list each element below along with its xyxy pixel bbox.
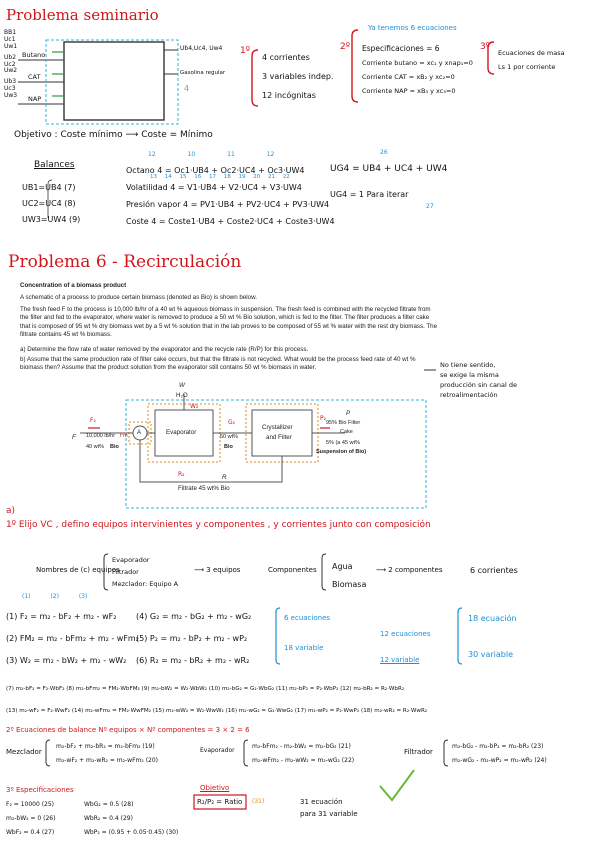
- equation: m₂-wF₂ + m₂-wR₂ = m₂-wFm₂ (20): [56, 757, 159, 764]
- b12e: 12 ecuaciones: [380, 630, 431, 638]
- balances-nums: [148, 152, 274, 159]
- spec-item: WbF₂ = 0.4 (27): [6, 829, 55, 836]
- row7: (7) m₂-bF₂ = F₂·WbF₂ (8) m₂-bFm₂ = FM₂·WbFM₂ (9) m₂-bW₂ = W₂·WbW₂ (10) m₂-bG₂ = G₂·WbG₂ (11) m₂-bP₂ = P₂·WbP₂ (12) m₂-bR₂ = R₂·WbR₂: [6, 686, 405, 692]
- spec-item: WbR₂ = 0.4 (29): [84, 815, 133, 822]
- equation: m₂-wG₂ - m₂-wP₂ = m₂-wR₂ (24): [452, 757, 547, 764]
- g2-item: Corriente CAT = xB₂ y xc₂=0: [362, 73, 455, 81]
- stream-label: Uw3: [4, 92, 18, 100]
- diag-cr2: and Filter: [266, 434, 292, 441]
- eqs-left: [6, 606, 139, 672]
- diag-R: R: [222, 474, 227, 481]
- spec-item: m₂-bW₂ = 0 (26): [6, 815, 56, 822]
- problem-heading: Concentration of a biomass product: [20, 282, 127, 289]
- g2-num: 2º: [340, 42, 350, 52]
- balance-item: UW3=UW4 (9): [22, 215, 81, 224]
- mezclador-eqs: [56, 740, 158, 768]
- balance-row: Octano 4 = Oc1·UB4 + Oc2·UC4 + Oc3·UW4: [126, 166, 305, 175]
- equipo-item: Mezclador: Equipo A: [112, 580, 179, 588]
- stream-label: Uw1: [4, 42, 18, 50]
- b30: 30 variable: [468, 650, 513, 659]
- evaporador-label: Evaporador: [200, 747, 235, 754]
- diag-h2o: H₂O: [176, 392, 188, 399]
- g2-item: Corriente NAP = xB₃ y xc₃=0: [362, 87, 456, 95]
- diag-G: G₂: [228, 419, 236, 426]
- equation: (1) F₂ = m₂ - bF₂ + m₂ - wF₂: [6, 612, 117, 621]
- b6: 6 ecuaciones: [284, 614, 331, 622]
- stream-label: BB1: [4, 29, 17, 36]
- step1: 1º Elijo VC , defino equipos intervinientes y componentes , y corrientes junto con composición: [6, 520, 431, 530]
- equation: (4) G₂ = m₂ - bG₂ + m₂ - wG₂: [136, 612, 252, 621]
- componentes-result: ⟶ 2 componentes: [376, 566, 443, 574]
- section2-title: Problema 6 - Recirculación: [8, 252, 242, 272]
- g3-num: 3º: [480, 42, 490, 52]
- diag-g1: 50 wt%: [220, 434, 239, 440]
- row13: (13) m₂-wF₂ = F₂·WwF₂ (14) m₂-wFm₂ = FM₂·WwFM₂ (15) m₂-wW₂ = W₂·WwW₂ (16) m₂-wG₂ = G₂·WwG₂ (17) m₂-wP₂ = P₂·WwP₂ (18) m₂-wR₂ = R₂·WwR₂: [6, 708, 428, 714]
- g1-num: 1º: [240, 46, 250, 56]
- eq-number: 11: [227, 151, 235, 158]
- g2-item: Especificaciones = 6: [362, 44, 440, 53]
- note-line: retroalimentación: [440, 391, 498, 399]
- stream-label: Ub2: [4, 53, 17, 61]
- vc-boundary: [46, 40, 178, 124]
- equipo-item: Evaporador: [112, 556, 150, 564]
- input-nap: NAP: [28, 95, 42, 103]
- stream-label: Uw2: [4, 67, 18, 75]
- equipos-label: Nombres de (c) equipos: [36, 566, 120, 574]
- balance-item: UB1=UB4 (7): [22, 183, 76, 192]
- objetivo: Objetivo : Coste mínimo ⟶ Coste = Mínimo: [14, 130, 213, 140]
- diag-g2: Bio: [224, 444, 233, 450]
- componente-item: Biomasa: [332, 580, 367, 589]
- note-line: No tiene sentido,: [440, 361, 496, 369]
- balance-row: Presión vapor 4 = PV1·UB4 + PV2·UC4 + PV3·UW4: [126, 200, 330, 209]
- g3-item: Ls 1 por corriente: [498, 63, 556, 71]
- diag-pc1: 95% Bio Filter: [326, 420, 361, 426]
- output-top: Ub4,Uc4, Uw4: [180, 45, 223, 52]
- spec-mid: [84, 798, 178, 840]
- b18: 18 variable: [284, 644, 324, 652]
- diag-R2: R₂: [178, 471, 185, 478]
- equation: m₂-bF₂ + m₂-bR₂ = m₂-bFm₂ (19): [56, 743, 155, 750]
- spec-left: [6, 798, 55, 840]
- equipos-list: [112, 554, 178, 590]
- g1-item: 3 variables indep.: [262, 72, 334, 81]
- diag-feed3: Bio: [110, 444, 119, 450]
- diag-P2: P₂: [320, 415, 327, 422]
- diag-filtrate: Filtrate 45 wt% Bio: [178, 485, 230, 492]
- stream-label: Uc3: [4, 85, 16, 93]
- diag-F2: F₂: [90, 417, 96, 424]
- problem-pb: b) Assume that the same production rate of filter cake occurs, but that the filtrate is not recycled. What would be the process feed rate of 40 wt % biomass then? Assume that the product solution from the evaporator still contains 50 wt % biomass in water.: [20, 356, 416, 372]
- final-count: [300, 796, 358, 820]
- eq-headnums: (1) (2) (3): [22, 593, 88, 600]
- equation: (6) R₂ = m₂ - bR₂ + m₂ - wR₂: [136, 656, 250, 665]
- eq-number: 12: [148, 151, 156, 158]
- final-line: 31 ecuación: [300, 798, 343, 806]
- ug4-iter: UG4 = 1 Para iterar: [330, 190, 409, 199]
- g2-item: Corriente butano = xc₁ y xnap₁=0: [362, 59, 473, 67]
- diag-pc3: 5% (a 45 wt%: [326, 440, 360, 446]
- objetivo-num: (31): [252, 798, 265, 805]
- diag-feed1: 10,000 lb/hr: [86, 433, 116, 439]
- note-line: producción sin canal de: [440, 381, 518, 389]
- b12v: 12 variable: [380, 656, 420, 664]
- right-num-27: 27: [426, 203, 434, 210]
- eq-number: 12: [266, 151, 275, 158]
- spec-item: F₂ = 10000 (25): [6, 801, 55, 808]
- stream-label: Uc1: [4, 35, 16, 43]
- g3-list: [498, 46, 565, 74]
- right-num-26: 26: [380, 149, 388, 156]
- stream-label: Ub3: [4, 78, 17, 86]
- input-cat: CAT: [28, 73, 41, 81]
- diag-evaporator: Evaporator: [166, 429, 197, 436]
- stream-label: Uc2: [4, 60, 16, 68]
- componentes-list: [332, 558, 366, 594]
- balances-left: [22, 180, 80, 228]
- g1-list: [262, 48, 334, 105]
- section1-title: Problema seminario: [6, 6, 159, 24]
- objetivo-label: Objetivo: [200, 784, 230, 792]
- step2: 2º Ecuaciones de balance Nº equipos × Nº componentes = 3 × 2 = 6: [6, 726, 250, 734]
- balances-rows: [126, 162, 335, 230]
- objetivo-ratio: R₂/P₂ = Ratio: [197, 798, 243, 806]
- diag-Fm: Fm: [120, 433, 128, 439]
- diag-cr1: Crystallizer: [262, 424, 293, 431]
- diag-feed2: 40 wt%: [86, 444, 105, 450]
- equipo-item: Filtrador: [112, 568, 139, 576]
- equation: m₂-bG₂ - m₂-bP₂ = m₂-bR₂ (23): [452, 743, 544, 750]
- input-butano: Butano: [22, 51, 46, 59]
- g1-item: 12 incógnitas: [262, 91, 316, 100]
- b18e: 18 ecuación: [468, 614, 517, 623]
- problem-p2: The fresh feed F to the process is 10,000 lb/hr of a 40 wt % aqueous biomass in suspension. The fresh feed is combined with the recycled filtrate from the filter and fed to the evaporator, where water is removed to produce a 50 wt % Bio solution, which is fed to the filter. The filter produces a filter cake that is composed of 95 wt % dry biomass wet by a 5 wt % solution that in the lab proves to be composed of 55 wt % water with the rest dry biomass. The filtrate contains 45 wt % biomass.: [20, 306, 438, 339]
- g2-list: [362, 42, 473, 98]
- diag-P: P: [346, 410, 351, 417]
- equation: m₂-wFm₂ - m₂-wW₂ = m₂-wG₂ (22): [252, 757, 355, 764]
- componentes-label: Componentes: [268, 566, 317, 574]
- balance-row: Volatilidad 4 = V1·UB4 + V2·UC4 + V3·UW4: [126, 183, 302, 192]
- equation: (3) W₂ = m₂ - bW₂ + m₂ - wW₂: [6, 656, 127, 665]
- final-line: para 31 variable: [300, 810, 358, 818]
- spec-item: WbP₂ = (0.95 + 0.05·0.45) (30): [84, 829, 179, 836]
- balance-item: UC2=UC4 (8): [22, 199, 76, 208]
- spec-item: WbG₂ = 0.5 (28): [84, 801, 134, 808]
- problem-p1: A schematic of a process to produce certain biomass (denoted as Bio) is shown below.: [20, 294, 257, 301]
- balance-row: Coste 4 = Coste1·UB4 + Coste2·UC4 + Coste3·UW4: [126, 217, 335, 226]
- g3-item: Ecuaciones de masa: [498, 49, 565, 57]
- filtrador-eqs: [452, 740, 547, 768]
- ug4-sum: UG4 = UB4 + UC4 + UW4: [330, 164, 448, 174]
- eq-number: 10: [187, 151, 196, 158]
- output-gasolina: Gasolina regular: [180, 70, 226, 76]
- equation: m₂-bFm₂ - m₂-bW₂ = m₂-bG₂ (21): [252, 743, 351, 750]
- g1-item: 4 corrientes: [262, 53, 310, 62]
- diag-W: W: [179, 382, 185, 389]
- equipos-result: ⟶ 3 equipos: [194, 566, 241, 574]
- balances-head: Balances: [34, 160, 75, 170]
- process-box: [64, 42, 164, 120]
- diag-F: F: [72, 434, 76, 441]
- filtrador-label: Filtrador: [404, 748, 433, 756]
- diag-pc4: Suspension of Bio): [316, 449, 367, 455]
- part-a: a): [6, 506, 16, 516]
- note: [440, 360, 517, 400]
- diag-A: A: [137, 429, 142, 436]
- equation: (5) P₂ = m₂ - bP₂ + m₂ - wP₂: [136, 634, 248, 643]
- corrientes-count: 6 corrientes: [470, 566, 518, 575]
- evaporador-eqs: [252, 740, 354, 768]
- stream-4: 4: [184, 84, 190, 93]
- balances-mid-nums: 13 14 15 16 17 18 19 20 21 22: [150, 174, 290, 180]
- diag-pc2: Cake: [340, 429, 353, 435]
- note-line: se exige la misma: [440, 371, 499, 379]
- step3: 3º Especificaciones: [6, 786, 74, 794]
- componente-item: Agua: [332, 562, 353, 571]
- mezclador-label: Mezclador: [6, 748, 42, 756]
- g2-head: Ya tenemos 6 ecuaciones: [368, 24, 457, 32]
- problem-pa: a) Determine the flow rate of water removed by the evaporator and the recycle rate (R/P) for this process.: [20, 346, 309, 353]
- diag-w2: W₂: [190, 403, 199, 410]
- stream-list: [4, 30, 17, 100]
- eqs-mid: [136, 606, 251, 672]
- equation: (2) FM₂ = m₂ - bFm₂ + m₂ - wFm₂: [6, 634, 139, 643]
